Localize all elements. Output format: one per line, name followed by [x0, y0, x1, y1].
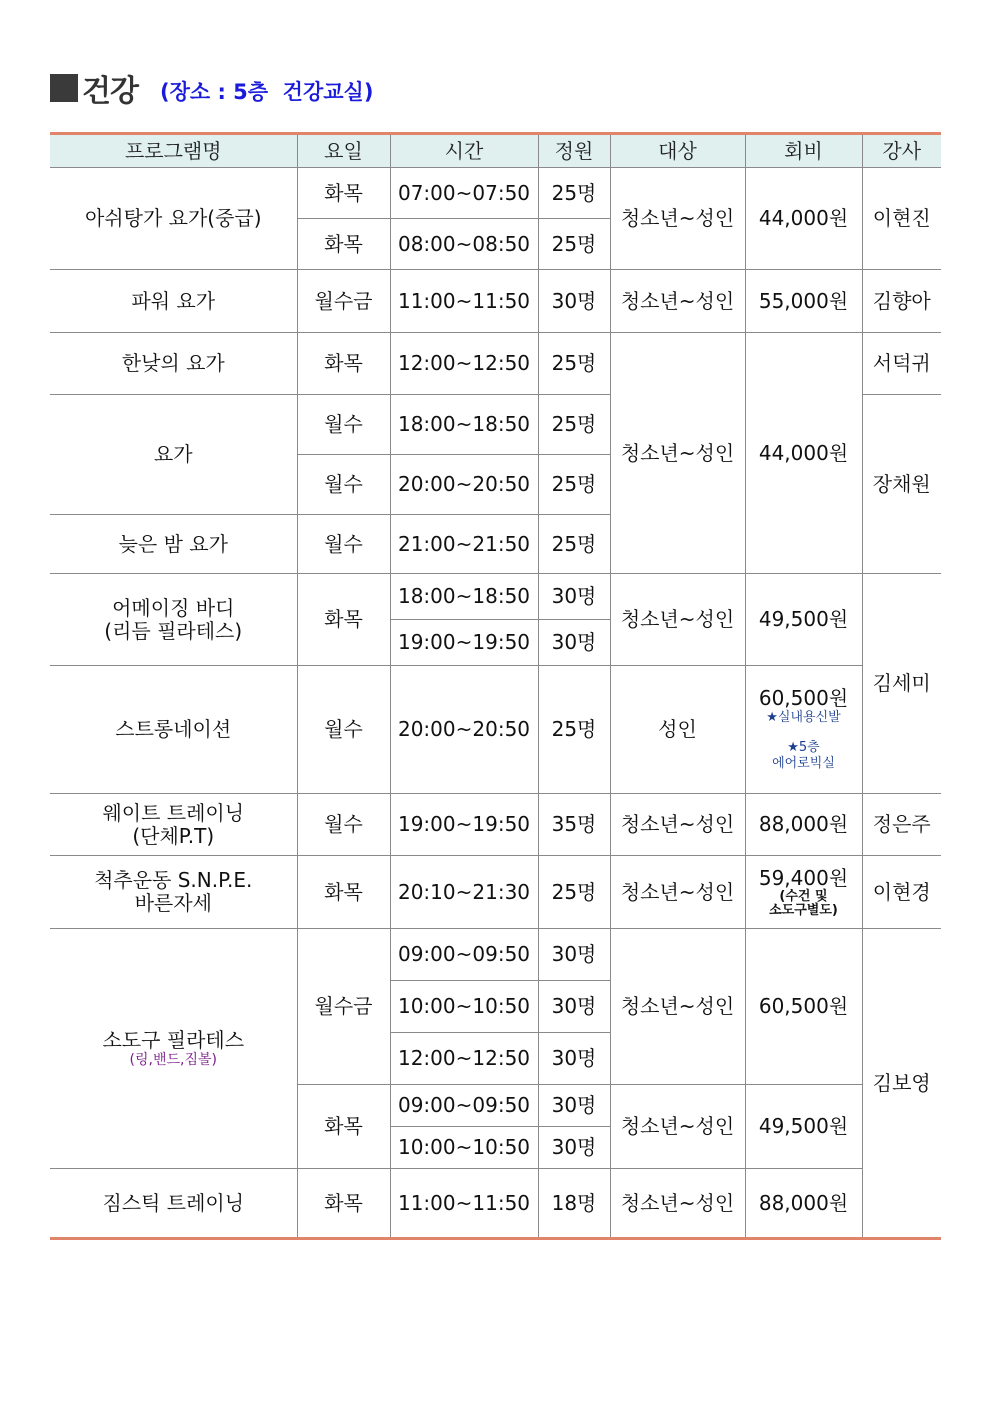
- program-name-line1: 웨이트 트레이닝: [102, 800, 245, 825]
- fee-cell: 44,000원: [745, 168, 862, 270]
- program-name-line1: 척추운동 S.N.P.E.: [94, 868, 253, 892]
- capacity-cell: 30명: [538, 574, 610, 620]
- time-cell: 19:00~19:50: [390, 794, 538, 856]
- header-target: 대상: [610, 134, 745, 168]
- program-name-line2: (단체P.T): [132, 823, 215, 848]
- header-fee: 회비: [745, 134, 862, 168]
- table-row: [50, 1169, 941, 1239]
- day-cell: 화목: [297, 168, 390, 219]
- day-cell: 월수: [297, 455, 390, 515]
- time-cell: 20:10~21:30: [390, 856, 538, 929]
- time-cell: 18:00~18:50: [390, 395, 538, 455]
- fee-cell: [745, 666, 862, 794]
- time-cell: 20:00~20:50: [390, 666, 538, 794]
- table-row: [50, 856, 941, 929]
- day-cell: 화목: [297, 1169, 390, 1239]
- day-cell: 월수금: [297, 270, 390, 333]
- time-cell: 12:00~12:50: [390, 333, 538, 395]
- table-header-row: [50, 134, 941, 168]
- table-row: [50, 794, 941, 856]
- program-schedule-table: [50, 132, 941, 1240]
- time-cell: 11:00~11:50: [390, 1169, 538, 1239]
- fee-note-shoes: ★실내용신발: [766, 709, 841, 725]
- fee-cell: 88,000원: [745, 794, 862, 856]
- fee-cell: 88,000원: [745, 1169, 862, 1239]
- table-row: [50, 333, 941, 395]
- fee-cell: 49,500원: [745, 574, 862, 666]
- time-cell: 10:00~10:50: [390, 1127, 538, 1169]
- program-equipment: (링,밴드,짐볼): [129, 1051, 217, 1068]
- day-cell: 화목: [297, 1085, 390, 1169]
- program-name-line2: (리듬 필라테스): [104, 618, 243, 643]
- section-title: [50, 68, 373, 108]
- fee-note-floor: ★5층: [787, 739, 820, 755]
- instructor-cell: 김향아: [862, 270, 941, 333]
- program-name: 아쉬탕가 요가(중급): [50, 168, 297, 270]
- time-cell: 10:00~10:50: [390, 981, 538, 1033]
- fee-amount: 59,400원: [758, 865, 849, 890]
- target-cell: 청소년~성인: [610, 1085, 745, 1169]
- header-program: 프로그램명: [50, 134, 297, 168]
- capacity-cell: 30명: [538, 1033, 610, 1085]
- program-name: [50, 929, 297, 1169]
- program-name-line2: 바른자세: [134, 891, 212, 915]
- fee-cell: 44,000원: [745, 333, 862, 574]
- time-cell: 20:00~20:50: [390, 455, 538, 515]
- time-cell: 07:00~07:50: [390, 168, 538, 219]
- day-cell: 월수: [297, 395, 390, 455]
- program-name: 스트롱네이션: [50, 666, 297, 794]
- fee-note-line2: 소도구별도): [769, 902, 838, 918]
- time-cell: 09:00~09:50: [390, 929, 538, 981]
- program-name: 한낮의 요가: [50, 333, 297, 395]
- instructor-cell: 서덕귀: [862, 333, 941, 395]
- fee-cell: 55,000원: [745, 270, 862, 333]
- day-cell: 화목: [297, 219, 390, 270]
- target-cell: 청소년~성인: [610, 574, 745, 666]
- day-cell: 화목: [297, 574, 390, 666]
- day-cell: 월수금: [297, 929, 390, 1085]
- instructor-cell: 김세미: [862, 574, 941, 794]
- fee-note-room: 에어로빅실: [772, 756, 835, 772]
- capacity-cell: 25명: [538, 219, 610, 270]
- capacity-cell: 30명: [538, 1127, 610, 1169]
- target-cell: 청소년~성인: [610, 1169, 745, 1239]
- table-row: [50, 168, 941, 219]
- target-cell: 성인: [610, 666, 745, 794]
- capacity-cell: 25명: [538, 168, 610, 219]
- fee-cell: 60,500원: [745, 929, 862, 1085]
- program-name: 짐스틱 트레이닝: [50, 1169, 297, 1239]
- time-cell: 19:00~19:50: [390, 620, 538, 666]
- time-cell: 08:00~08:50: [390, 219, 538, 270]
- instructor-cell: 장채원: [862, 395, 941, 574]
- day-cell: 화목: [297, 856, 390, 929]
- target-cell: 청소년~성인: [610, 333, 745, 574]
- fee-amount: 60,500원: [758, 685, 849, 710]
- instructor-cell: 정은주: [862, 794, 941, 856]
- instructor-cell: 이현진: [862, 168, 941, 270]
- time-cell: 09:00~09:50: [390, 1085, 538, 1127]
- capacity-cell: 35명: [538, 794, 610, 856]
- header-day: 요일: [297, 134, 390, 168]
- capacity-cell: 18명: [538, 1169, 610, 1239]
- capacity-cell: 30명: [538, 270, 610, 333]
- capacity-cell: 25명: [538, 856, 610, 929]
- day-cell: 월수: [297, 666, 390, 794]
- fee-note-line1: (수건 및: [779, 888, 828, 904]
- fee-cell: [745, 856, 862, 929]
- capacity-cell: 25명: [538, 455, 610, 515]
- header-time: 시간: [390, 134, 538, 168]
- day-cell: 월수: [297, 515, 390, 574]
- capacity-cell: 30명: [538, 929, 610, 981]
- time-cell: 11:00~11:50: [390, 270, 538, 333]
- instructor-cell: 이현경: [862, 856, 941, 929]
- day-cell: 월수: [297, 794, 390, 856]
- program-name-main: 소도구 필라테스: [102, 1027, 245, 1052]
- target-cell: 청소년~성인: [610, 270, 745, 333]
- capacity-cell: 30명: [538, 620, 610, 666]
- target-cell: 청소년~성인: [610, 929, 745, 1085]
- time-cell: 21:00~21:50: [390, 515, 538, 574]
- fee-cell: 49,500원: [745, 1085, 862, 1169]
- target-cell: 청소년~성인: [610, 794, 745, 856]
- capacity-cell: 25명: [538, 515, 610, 574]
- capacity-cell: 25명: [538, 395, 610, 455]
- capacity-cell: 30명: [538, 1085, 610, 1127]
- header-capacity: 정원: [538, 134, 610, 168]
- capacity-cell: 30명: [538, 981, 610, 1033]
- capacity-cell: 25명: [538, 666, 610, 794]
- program-name: [50, 856, 297, 929]
- target-cell: 청소년~성인: [610, 168, 745, 270]
- time-cell: 12:00~12:50: [390, 1033, 538, 1085]
- table-row: [50, 929, 941, 981]
- time-cell: 18:00~18:50: [390, 574, 538, 620]
- program-name: [50, 794, 297, 856]
- capacity-cell: 25명: [538, 333, 610, 395]
- instructor-cell: 김보영: [862, 929, 941, 1239]
- square-bullet-icon: [50, 74, 78, 102]
- target-cell: 청소년~성인: [610, 856, 745, 929]
- section-title-text: 건강: [82, 74, 138, 109]
- day-cell: 화목: [297, 333, 390, 395]
- table-row: [50, 574, 941, 620]
- table-row: [50, 270, 941, 333]
- table-row: [50, 666, 941, 794]
- program-name: 늦은 밤 요가: [50, 515, 297, 574]
- program-name: [50, 574, 297, 666]
- program-name: 요가: [50, 395, 297, 515]
- program-name: 파워 요가: [50, 270, 297, 333]
- section-location: (장소 : 5층 건강교실): [159, 80, 374, 104]
- header-instructor: 강사: [862, 134, 941, 168]
- program-name-line1: 어메이징 바디: [112, 595, 235, 620]
